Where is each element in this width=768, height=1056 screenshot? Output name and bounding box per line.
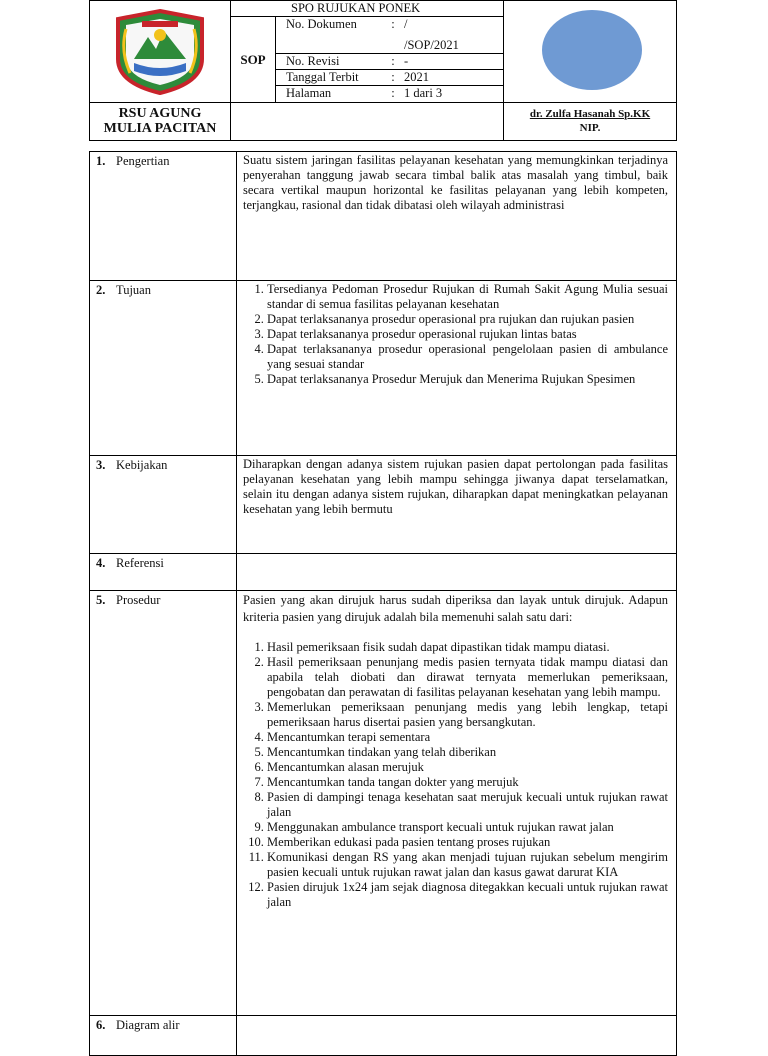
list-item: 11. Komunikasi dengan RS yang akan menjadi tujuan rujukan sebelum mengirim pasien kecuali untuk rujukan rawat jalan dan kasus gawat darurat KIA — [267, 850, 668, 880]
section-title: Prosedur — [116, 593, 161, 607]
section-number: 6. — [96, 1018, 106, 1032]
section-number: 3. — [96, 458, 106, 472]
approver-block — [504, 103, 677, 141]
meta-value-revision: - — [400, 54, 504, 70]
section-content-tujuan — [237, 281, 677, 456]
section-label-prosedur — [90, 591, 237, 1016]
list-item: 12. Pasien dirujuk 1x24 jam sejak diagnosa ditegakkan kecuali untuk rujukan rawat jalan — [267, 880, 668, 910]
section-content-prosedur — [237, 591, 677, 1016]
meta-value-issue-date: 2021 — [400, 70, 504, 86]
section-title: Referensi — [116, 556, 164, 570]
section-content-referensi — [237, 554, 677, 591]
meta-label: No. Dokumen — [276, 17, 387, 39]
list-item: 1. Tersedianya Pedoman Prosedur Rujukan di Rumah Sakit Agung Mulia sesuai standar di semua fasilitas pelayanan kesehatan — [267, 282, 668, 312]
list-item: 5. Dapat terlaksananya Prosedur Merujuk dan Menerima Rujukan Spesimen — [267, 372, 668, 387]
logo-cell — [90, 1, 231, 103]
meta-label: Halaman — [276, 86, 387, 103]
regency-seal-logo — [90, 1, 230, 98]
list-item: 2. Hasil pemeriksaan penunjang medis pasien ternyata tidak mampu diatasi dan apabila telah diobati dan dirawat ternyata memerlukan pemeriksaan, pengobatan dan perawatan di fasilitas pelayanan kesehatan yang lebih mampu. — [267, 655, 668, 700]
section-title: Pengertian — [116, 154, 170, 168]
empty-cell — [231, 103, 504, 141]
meta-colon: : — [386, 54, 400, 70]
section-content-kebijakan: Diharapkan dengan adanya sistem rujukan pasien dapat pertolongan pada fasilitas pelayanan kesehatan yang lebih mampu sehingga jiwanya dapat terselamatkan, selain itu dengan adanya sistem rujukan, diharapkan dapat meningkatkan pelayanan kesehatan yang lebih bermutu — [237, 456, 677, 554]
doctor-name: dr. Zulfa Hasanah Sp.KK — [529, 108, 651, 120]
section-label-diagram — [90, 1016, 237, 1056]
meta-label: Tanggal Terbit — [276, 70, 387, 86]
stamp-placeholder-circle — [542, 10, 642, 90]
meta-value-document-number: / — [400, 17, 504, 39]
meta-label — [276, 38, 387, 54]
section-number: 5. — [96, 593, 106, 607]
list-item: 3. Dapat terlaksananya prosedur operasional rujukan lintas batas — [267, 327, 668, 342]
section-content-diagram — [237, 1016, 677, 1056]
prosedur-intro: Pasien yang akan dirujuk harus sudah diperiksa dan layak untuk dirujuk. Adapun kriteria pasien yang dirujuk adalah bila memenuhi salah satu dari: — [243, 593, 668, 624]
sop-content-table — [89, 151, 677, 1056]
section-number: 2. — [96, 283, 106, 297]
section-content-pengertian: Suatu sistem jaringan fasilitas pelayanan kesehatan yang memungkinkan terjadinya penyerahan tanggung jawab secara timbal balik atas masalah yang timbul, baik secara vertikal maupun horizontal ke fasilitas pelayanan yang lebih kompeten, terjangkau, rasional dan tidak dibatasi oleh wilayah administrasi — [237, 152, 677, 281]
hospital-name-line1: RSU AGUNG — [118, 106, 202, 121]
section-title: Kebijakan — [116, 458, 168, 472]
list-item: 3. Memerlukan pemeriksaan penunjang medis yang lebih lengkap, tetapi pemeriksaan harus disertai pasien yang bersangkutan. — [267, 700, 668, 730]
list-item: 8. Pasien di dampingi tenaga kesehatan saat merujuk kecuali untuk rujukan rawat jalan — [267, 790, 668, 820]
meta-colon: : — [386, 70, 400, 86]
section-label-tujuan — [90, 281, 237, 456]
list-item: 1. Hasil pemeriksaan fisik sudah dapat dipastikan tidak mampu diatasi. — [267, 640, 668, 655]
list-item: 4. Mencantumkan terapi sementara — [267, 730, 668, 745]
list-item: 4. Dapat terlaksananya prosedur operasional pengelolaan pasien di ambulance yang sesuai standar — [267, 342, 668, 372]
meta-value-page: 1 dari 3 — [400, 86, 504, 103]
meta-value-sop-number: /SOP/2021 — [400, 38, 504, 54]
section-label-kebijakan — [90, 456, 237, 554]
section-label-referensi — [90, 554, 237, 591]
hospital-name — [90, 103, 231, 141]
doctor-nip: NIP. — [579, 122, 601, 134]
section-label-pengertian — [90, 152, 237, 281]
section-number: 4. — [96, 556, 106, 570]
hospital-name-line2: MULIA PACITAN — [103, 121, 217, 136]
sop-label: SOP — [231, 17, 276, 103]
meta-label: No. Revisi — [276, 54, 387, 70]
section-title: Tujuan — [116, 283, 151, 297]
list-item: 6. Mencantumkan alasan merujuk — [267, 760, 668, 775]
section-number: 1. — [96, 154, 106, 168]
list-item: 9. Menggunakan ambulance transport kecuali untuk rujukan rawat jalan — [267, 820, 668, 835]
document-title: SPO RUJUKAN PONEK — [231, 1, 504, 17]
meta-colon: : — [386, 86, 400, 103]
list-item: 5. Mencantumkan tindakan yang telah diberikan — [267, 745, 668, 760]
prosedur-list — [243, 640, 668, 910]
meta-colon — [386, 38, 400, 54]
meta-colon: : — [386, 17, 400, 39]
list-item: 2. Dapat terlaksananya prosedur operasional pra rujukan dan rujukan pasien — [267, 312, 668, 327]
tujuan-list — [243, 282, 668, 387]
list-item: 7. Mencantumkan tanda tangan dokter yang merujuk — [267, 775, 668, 790]
list-item: 10. Memberikan edukasi pada pasien tentang proses rujukan — [267, 835, 668, 850]
section-title: Diagram alir — [116, 1018, 180, 1032]
